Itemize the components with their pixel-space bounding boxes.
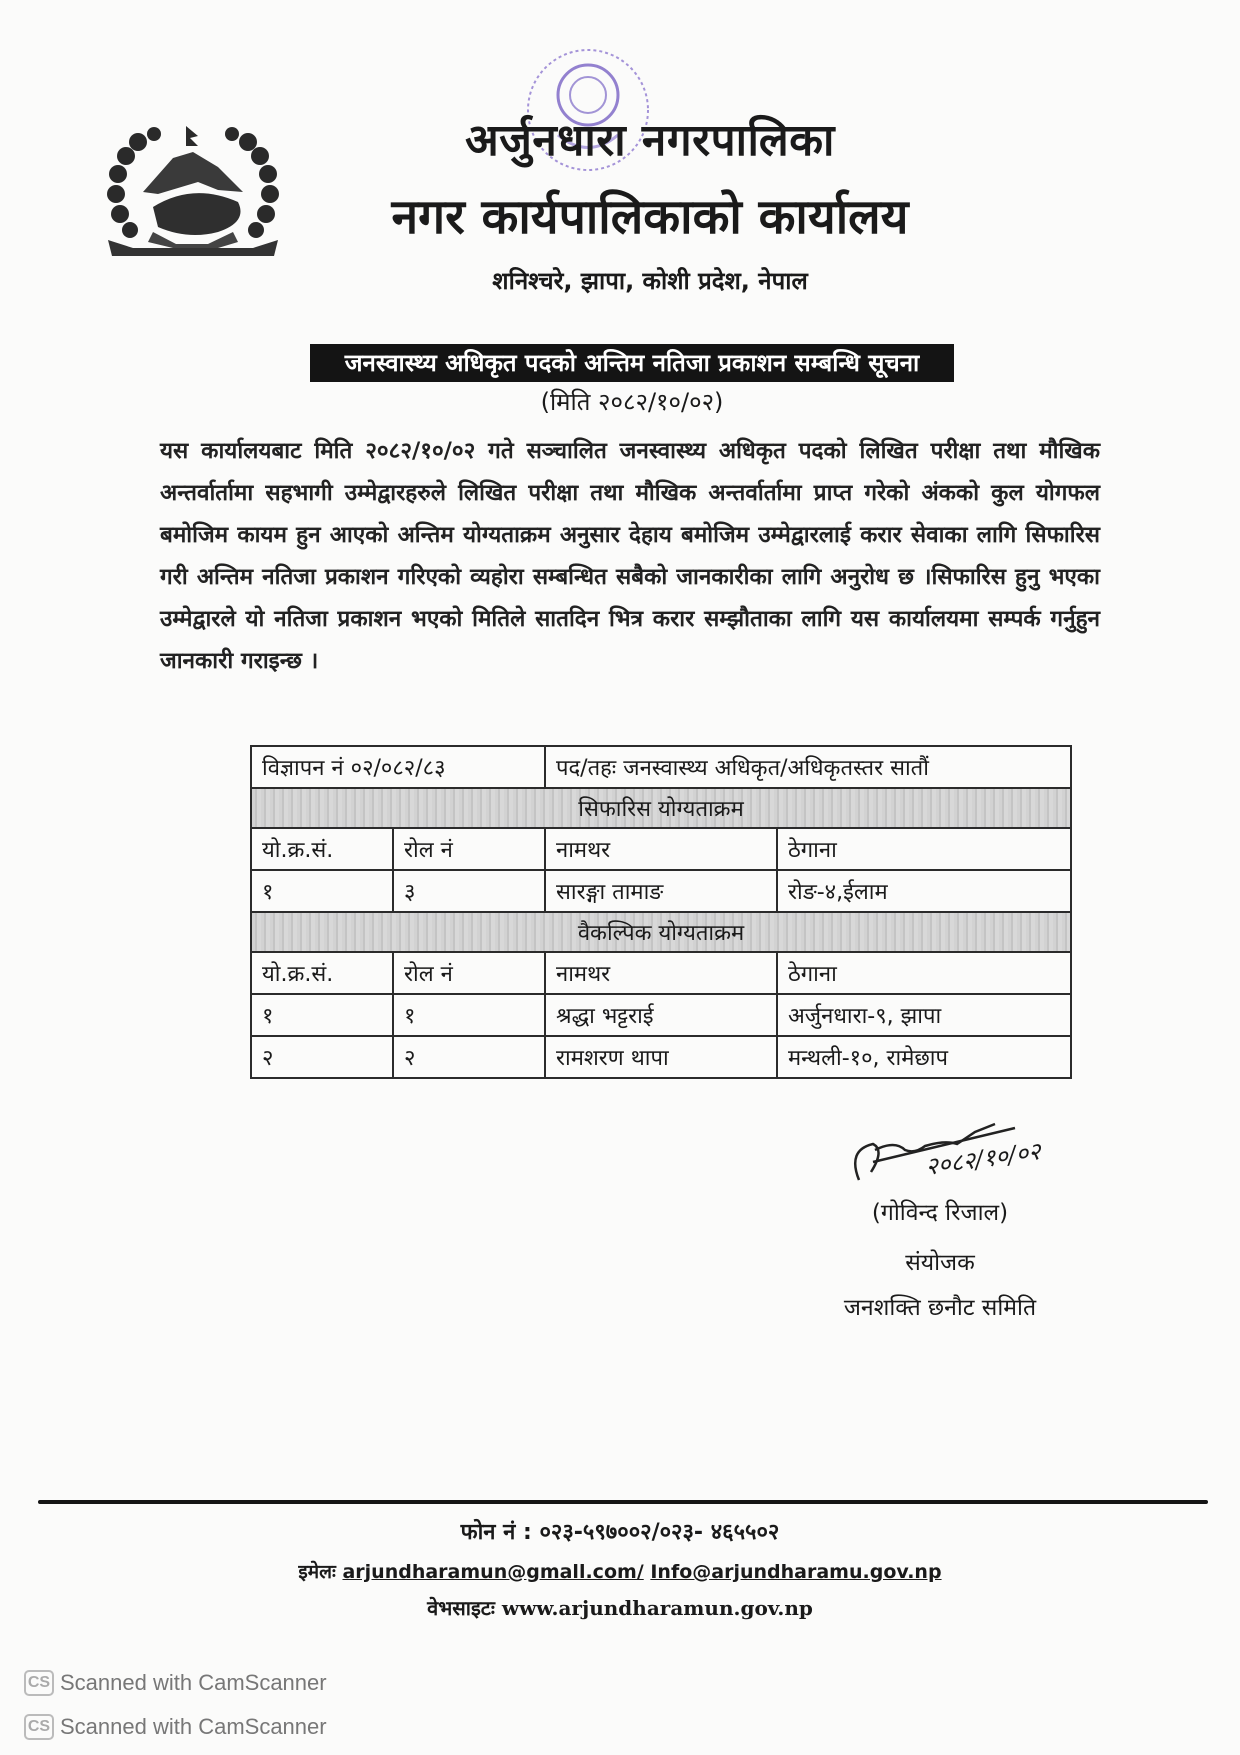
column-header-row	[251, 828, 1071, 870]
column-header: यो.क्र.सं.	[251, 828, 393, 870]
rank-cell: २	[251, 1036, 393, 1078]
signatory-name: (गोविन्द रिजाल)	[871, 1200, 1009, 1226]
nepal-emblem-icon	[98, 122, 288, 262]
footer-website	[200, 1594, 1040, 1621]
camscanner-logo-icon: CS	[24, 1714, 54, 1740]
rank-cell: १	[251, 994, 393, 1036]
name-cell: श्रद्धा भट्टराई	[545, 994, 777, 1036]
address-cell: मन्थली-१०, रामेछाप	[777, 1036, 1071, 1078]
email-link-secondary[interactable]: Info@arjundharamu.gov.np	[650, 1561, 942, 1583]
recommended-heading: सिफारिस योग्यताक्रम	[251, 788, 1071, 828]
column-header: रोल नं	[393, 952, 545, 994]
column-header-row	[251, 952, 1071, 994]
column-header: ठेगाना	[777, 828, 1071, 870]
email-link-primary[interactable]: arjundharamun@gmall.com/	[342, 1561, 644, 1583]
municipality-name: अर्जुनधारा नगरपालिका	[465, 115, 835, 166]
roll-cell: २	[393, 1036, 545, 1078]
alternate-heading: वैकल्पिक योग्यताक्रम	[251, 912, 1071, 952]
website-link[interactable]: www.arjundharamun.gov.np	[501, 1596, 813, 1620]
signatory-role: संयोजक	[905, 1250, 975, 1276]
watermark-text: Scanned with CamScanner	[60, 1670, 327, 1695]
roll-cell: १	[393, 994, 545, 1036]
footer-email	[200, 1558, 1040, 1584]
column-header: नामथर	[545, 952, 777, 994]
rank-cell: १	[251, 870, 393, 912]
name-cell: रामशरण थापा	[545, 1036, 777, 1078]
notice-body: यस कार्यालयबाट मिति २०८२/१०/०२ गते सञ्चालित जनस्वास्थ्य अधिकृत पदको लिखित परीक्षा तथा मौखिक अन्तर्वार्तामा सहभागी उम्मेद्वारहरुले लिखित परीक्षा तथा मौखिक अन्तर्वार्तामा प्राप्त गरेको अंकको कुल योगफल बमोजिम कायम हुन आएको अन्तिम योग्यताक्रम अनुसार देहाय बमोजिम उम्मेद्वारलाई करार सेवाका लागि सिफारिस गरी अन्तिम नतिजा प्रकाशन गरिएको व्यहोरा सम्बन्धित सबैको जानकारीका लागि अनुरोध छ ।सिफारिस हुनु भएका उम्मेद्वारले यो नतिजा प्रकाशन भएको मितिले सातदिन भित्र करार सम्झौताका लागि यस कार्यालयमा सम्पर्क गर्नुहुन जानकारी गराइन्छ ।	[160, 438, 1100, 674]
committee-name: जनशक्ति छनौट समिति	[843, 1295, 1037, 1321]
handwritten-signature	[845, 1110, 1075, 1200]
table-row	[251, 1036, 1071, 1078]
advertisement-number: विज्ञापन नं ०२/०८२/८३	[251, 746, 545, 788]
camscanner-watermark	[24, 1670, 327, 1696]
website-label: वेभसाइटः	[427, 1596, 495, 1620]
roll-cell: ३	[393, 870, 545, 912]
signature-date: २०८२/१०/०२	[923, 1137, 1043, 1181]
address-cell: अर्जुनधारा-९, झापा	[777, 994, 1071, 1036]
watermark-text: Scanned with CamScanner	[60, 1714, 327, 1739]
footer-phone: फोन नं : ०२३-५९७००२/०२३- ४६५५०२	[460, 1520, 780, 1545]
table-header-row	[251, 746, 1071, 788]
notice-date: (मिति २०८२/१०/०२)	[540, 388, 724, 416]
column-header: नामथर	[545, 828, 777, 870]
name-cell: सारङ्गा तामाङ	[545, 870, 777, 912]
footer-divider	[38, 1500, 1208, 1504]
office-name: नगर कार्यपालिकाको कार्यालय	[391, 189, 909, 245]
post-level: पद/तहः जनस्वास्थ्य अधिकृत/अधिकृतस्तर सातौं	[545, 746, 1071, 788]
column-header: रोल नं	[393, 828, 545, 870]
notice-title: जनस्वास्थ्य अधिकृत पदको अन्तिम नतिजा प्रकाशन सम्बन्धि सूचना	[310, 344, 954, 382]
results-table	[250, 745, 1072, 1079]
office-address: शनिश्चरे, झापा, कोशी प्रदेश, नेपाल	[492, 267, 808, 295]
column-header: यो.क्र.सं.	[251, 952, 393, 994]
camscanner-logo-icon: CS	[24, 1670, 54, 1696]
table-row	[251, 994, 1071, 1036]
email-label: इमेलः	[298, 1561, 336, 1583]
address-cell: रोङ-४,ईलाम	[777, 870, 1071, 912]
camscanner-watermark	[24, 1714, 327, 1740]
column-header: ठेगाना	[777, 952, 1071, 994]
table-row	[251, 870, 1071, 912]
